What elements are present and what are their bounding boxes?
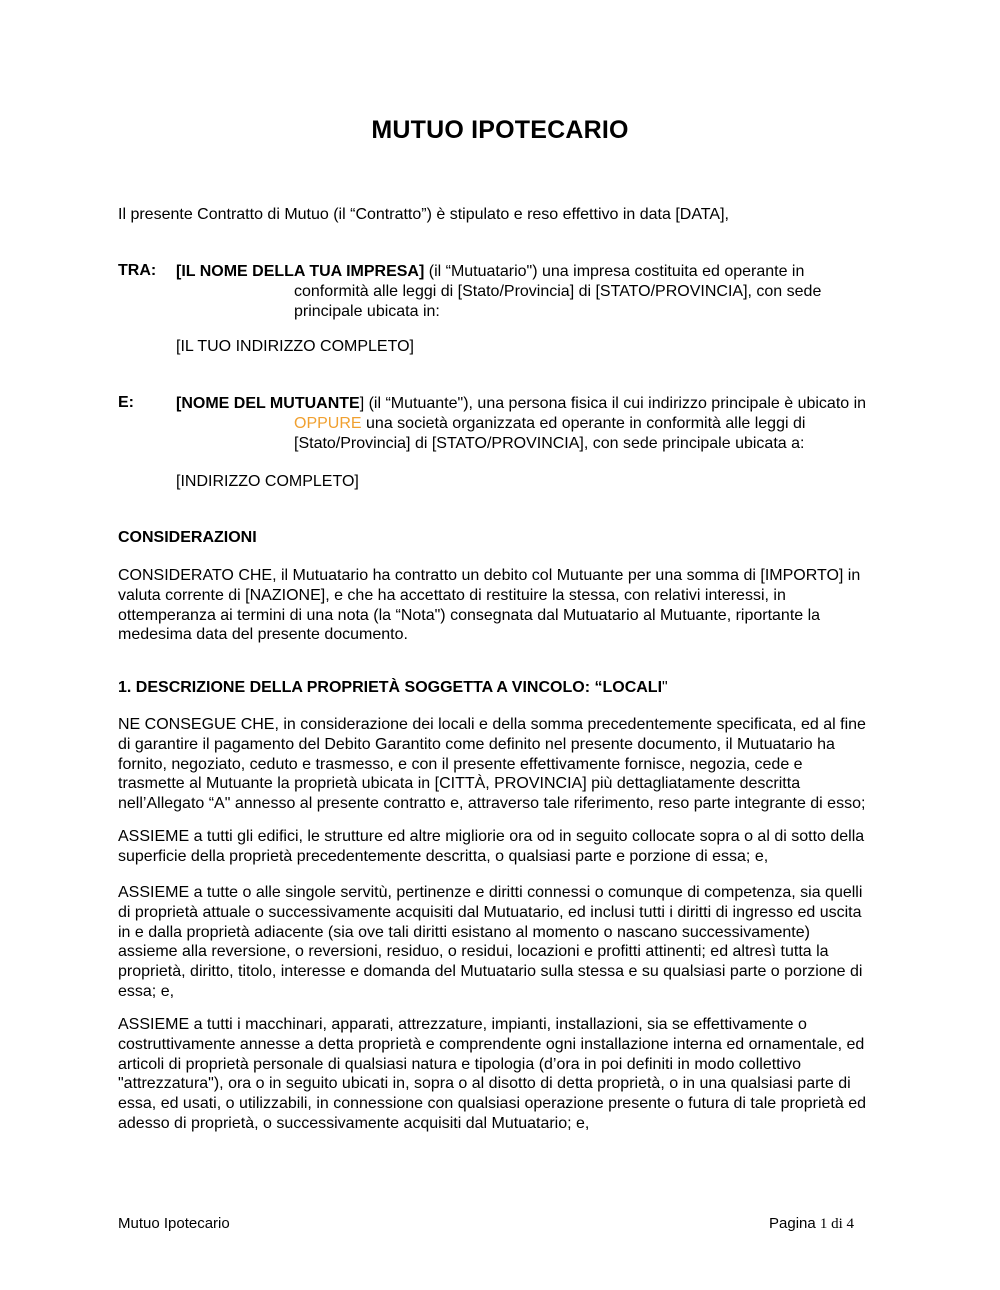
tra-label: TRA: — [118, 262, 157, 279]
footer-page-current: 1 — [819, 1216, 828, 1232]
paragraph-line: essa, ed usati, o utilizzabili, in connessione con qualsiasi operazione presente o futura di tale proprietà ed — [118, 1095, 867, 1113]
considerazioni-paragraph — [118, 566, 888, 645]
section-1-heading-quote: " — [662, 679, 668, 696]
tra-line-2: conformità alle leggi di [Stato/Provincia] di [STATO/PROVINCIA], con sede — [294, 282, 822, 300]
e-line-2-text: una società organizzata ed operante in conformità alle leggi di — [361, 414, 806, 432]
tra-line-1-text: (il “Mutuatario") una impresa costituita ed operante in — [424, 263, 805, 280]
tra-address: [IL TUO INDIRIZZO COMPLETO] — [176, 338, 414, 355]
footer-document-name: Mutuo Ipotecario — [118, 1215, 230, 1232]
tra-line-1 — [176, 262, 888, 282]
paragraph-line: NE CONSEGUE CHE, in considerazione dei locali e della somma precedentemente specificata, ed al fine — [118, 716, 866, 733]
assieme-paragraph-2 — [118, 883, 888, 1002]
tra-company-name: [IL NOME DELLA TUA IMPRESA] — [176, 263, 425, 280]
lender-name: [NOME DEL MUTUANTE — [176, 395, 360, 412]
paragraph-line: nell’Allegato “A" annesso al presente contratto e, attraverso tale riferimento, reso parte integrante di esso; — [118, 795, 866, 813]
paragraph-line: adesso di proprietà, o successivamente acquisiti dal Mutuatario; e, — [118, 1114, 590, 1132]
e-line-1 — [176, 394, 888, 414]
considerazioni-heading: CONSIDERAZIONI — [118, 529, 257, 546]
assieme-paragraph-3 — [118, 1015, 888, 1134]
e-line-3: [Stato/Provincia] di [STATO/PROVINCIA], con sede principale ubicata a: — [294, 434, 805, 452]
paragraph-line: in e dalla proprietà adiacente (sia ove tali diritti esistano al momento o nascano successivamente) — [118, 923, 810, 941]
paragraph-line: CONSIDERATO CHE, il Mutuatario ha contratto un debito col Mutuante per una somma di [IMPORTO] in — [118, 567, 861, 584]
footer-page-number — [769, 1215, 854, 1233]
section-1-heading-text: 1. DESCRIZIONE DELLA PROPRIETÀ SOGGETTA A VINCOLO: “LOCALI — [118, 679, 663, 696]
tra-party-block — [176, 262, 888, 321]
paragraph-line: di garantire il pagamento del Debito Garantito come definito nel presente documento, il Mutuatario ha — [118, 735, 835, 753]
tra-line-3: principale ubicata in: — [294, 302, 440, 320]
e-line-2 — [176, 414, 888, 434]
paragraph-line: proprietà, diritto, titolo, interesse e domanda del Mutuatario sulla stessa e su qualsiasi parte o porzione di — [118, 963, 863, 981]
paragraph-line: fornito, negoziato, ceduto e trasmesso, e con il presente effettivamente fornisce, negozia, cede e — [118, 755, 803, 773]
paragraph-line: "attrezzatura"), ora o in seguito ubicati in, sopra o al disotto di detta proprietà, o in una qualsiasi parte di — [118, 1075, 851, 1093]
intro-paragraph: Il presente Contratto di Mutuo (il “Contratto”) è stipulato e reso effettivo in data [DATA], — [118, 206, 729, 223]
paragraph-line: assieme alla reversione, o reversioni, residuo, o residui, locazioni e profitti attinenti; ed altresì tutta la — [118, 943, 829, 961]
e-party-block — [176, 394, 888, 453]
paragraph-line: ASSIEME a tutti i macchinari, apparati, attrezzature, impianti, installazioni, sia se effettivamente o — [118, 1016, 807, 1033]
e-address: [INDIRIZZO COMPLETO] — [176, 473, 359, 490]
paragraph-line: trasmette al Mutuante la proprietà ubicata in [CITTÀ, PROVINCIA] più dettagliatamente descritta — [118, 775, 801, 793]
footer-page-of: di — [827, 1216, 847, 1232]
paragraph-line: di proprietà attuale o successivamente acquisiti dal Mutuatario, ed inclusi tutti i diritti di ingresso ed uscita — [118, 903, 862, 921]
footer-page-total: 4 — [846, 1216, 855, 1232]
footer-page-label: Pagina — [769, 1215, 820, 1232]
document-title: MUTUO IPOTECARIO — [371, 116, 629, 144]
assieme-paragraph-1 — [118, 827, 888, 867]
paragraph-line: superficie della proprietà precedentemente descritta, o qualsiasi parte e porzione di essa; e, — [118, 847, 769, 865]
paragraph-line: ASSIEME a tutte o alle singole servitù, pertinenze e diritti connessi o comunque di competenza, sia quelli — [118, 884, 863, 901]
paragraph-line: medesima data del presente documento. — [118, 626, 408, 644]
e-line-1-text: ] (il “Mutuante"), una persona fisica il cui indirizzo principale è ubicato in — [359, 395, 867, 412]
paragraph-line: essa; e, — [118, 982, 175, 1000]
paragraph-line: ottemperanza ai termini di una nota (la “Nota") consegnata dal Mutuatario al Mutuante, riportante la — [118, 606, 821, 624]
paragraph-line: costruttivamente annesse a detta proprietà e comprendente ogni installazione interna ed ornamentale, ed — [118, 1035, 865, 1053]
oppure-highlight: OPPURE — [294, 414, 362, 432]
paragraph-line: ASSIEME a tutti gli edifici, le strutture ed altre migliorie ora od in seguito collocate sopra o al di sotto della — [118, 828, 865, 845]
ne-consegue-paragraph — [118, 715, 888, 814]
paragraph-line: articoli di proprietà personale di qualsiasi natura e tipologia (d’ora in poi definiti in modo collettivo — [118, 1055, 802, 1073]
e-label: E: — [118, 394, 134, 411]
section-1-heading — [118, 678, 888, 698]
paragraph-line: valuta corrente di [NAZIONE], e che ha accettato di restituire la stessa, con relativi interessi, in — [118, 586, 786, 604]
